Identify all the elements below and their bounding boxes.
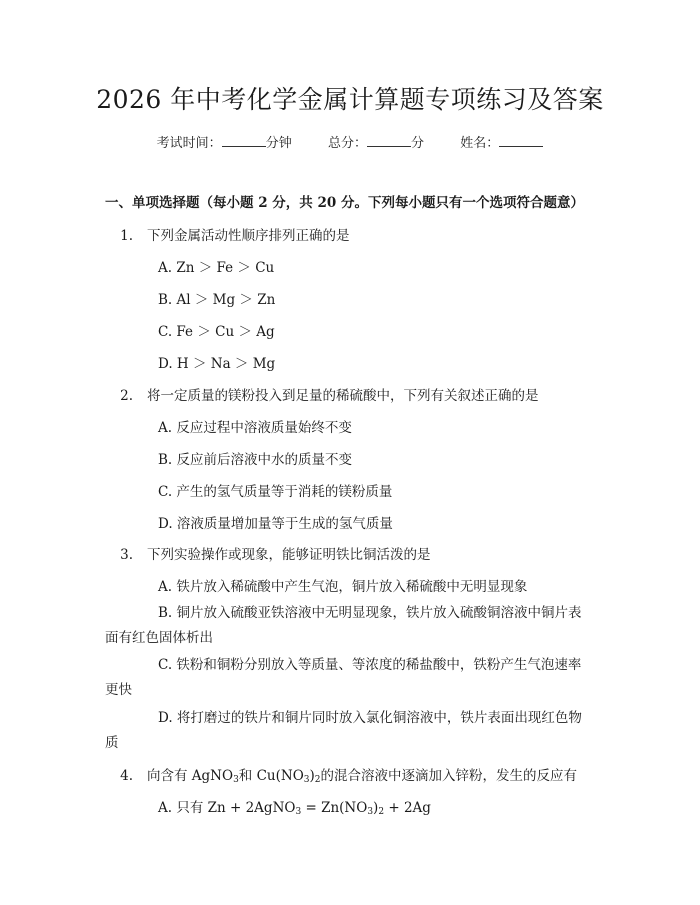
question-number: 3. (120, 547, 133, 563)
q2-option-d: D. 溶液质量增加量等于生成的氢气质量 (158, 516, 393, 532)
q3-option-a: A. 铁片放入稀硫酸中产生气泡，铜片放入稀硫酸中无明显现象 (158, 579, 528, 595)
q4-option-a (158, 796, 431, 817)
q2-option-b: B. 反应前后溶液中水的质量不变 (158, 452, 353, 468)
question-number: 4. (120, 768, 133, 784)
question-text: 下列实验操作或现象，能够证明铁比铜活泼的是 (147, 547, 431, 563)
question-text-part: 向含有 AgNO (147, 768, 234, 784)
q1-option-b: B. Al ＞ Mg ＞ Zn (158, 292, 276, 308)
q1-option-d: D. H ＞ Na ＞ Mg (158, 356, 276, 372)
q1-option-a: A. Zn ＞ Fe ＞ Cu (158, 260, 275, 276)
question-text-part: 和 Cu(NO (238, 768, 304, 784)
q3-option-d: D. 将打磨过的铁片和铜片同时放入氯化铜溶液中，铁片表面出现红色物质 (105, 710, 582, 751)
section-heading: 一、单项选择题（每小题 2 分，共 20 分。下列每小题只有一个选项符合题意） (105, 195, 584, 211)
subscript: 3 (295, 807, 302, 817)
question-number: 2. (120, 388, 133, 404)
option-text-part: + 2Ag (384, 800, 431, 816)
page-title: 2026 年中考化学金属计算题专项练习及答案 (96, 85, 604, 114)
question-4 (105, 764, 605, 785)
option-text-part: ) (373, 800, 379, 816)
score-label: 总分： (327, 136, 367, 151)
question-number: 1. (120, 228, 133, 244)
time-unit: 分钟 (265, 136, 292, 151)
q1-option-c: C. Fe ＞ Cu ＞ Ag (158, 324, 275, 340)
option-text-part: = Zn(NO (301, 800, 368, 816)
question-3 (105, 543, 605, 563)
score-blank (367, 134, 411, 147)
subscript: 3 (303, 775, 310, 785)
question-text: 将一定质量的镁粉投入到足量的稀硫酸中，下列有关叙述正确的是 (147, 388, 539, 404)
question-text-part: 的混合溶液中逐滴加入锌粉，发生的反应有 (320, 768, 578, 784)
time-label: 考试时间： (156, 136, 222, 151)
exam-meta (0, 132, 700, 151)
question-text: 下列金属活动性顺序排列正确的是 (147, 228, 350, 244)
q2-option-c: C. 产生的氢气质量等于消耗的镁粉质量 (158, 484, 393, 500)
subscript: 2 (314, 775, 321, 785)
q2-option-a: A. 反应过程中溶液质量始终不变 (158, 420, 352, 436)
name-blank (499, 134, 543, 147)
name-label: 姓名： (460, 136, 500, 151)
subscript: 3 (367, 807, 374, 817)
option-text-part: A. 只有 Zn + 2AgNO (158, 800, 296, 816)
subscript: 3 (233, 775, 239, 785)
subscript: 2 (378, 807, 385, 817)
time-blank (222, 134, 266, 147)
question-text-part: ) (309, 768, 315, 784)
question-2 (105, 384, 605, 404)
question-1 (105, 224, 605, 244)
score-unit: 分 (411, 136, 425, 151)
q3-option-c: C. 铁粉和铜粉分别放入等质量、等浓度的稀盐酸中，铁粉产生气泡速率更快 (105, 657, 582, 698)
q3-option-b: B. 铜片放入硫酸亚铁溶液中无明显现象，铁片放入硫酸铜溶液中铜片表面有红色固体析出 (105, 605, 582, 646)
